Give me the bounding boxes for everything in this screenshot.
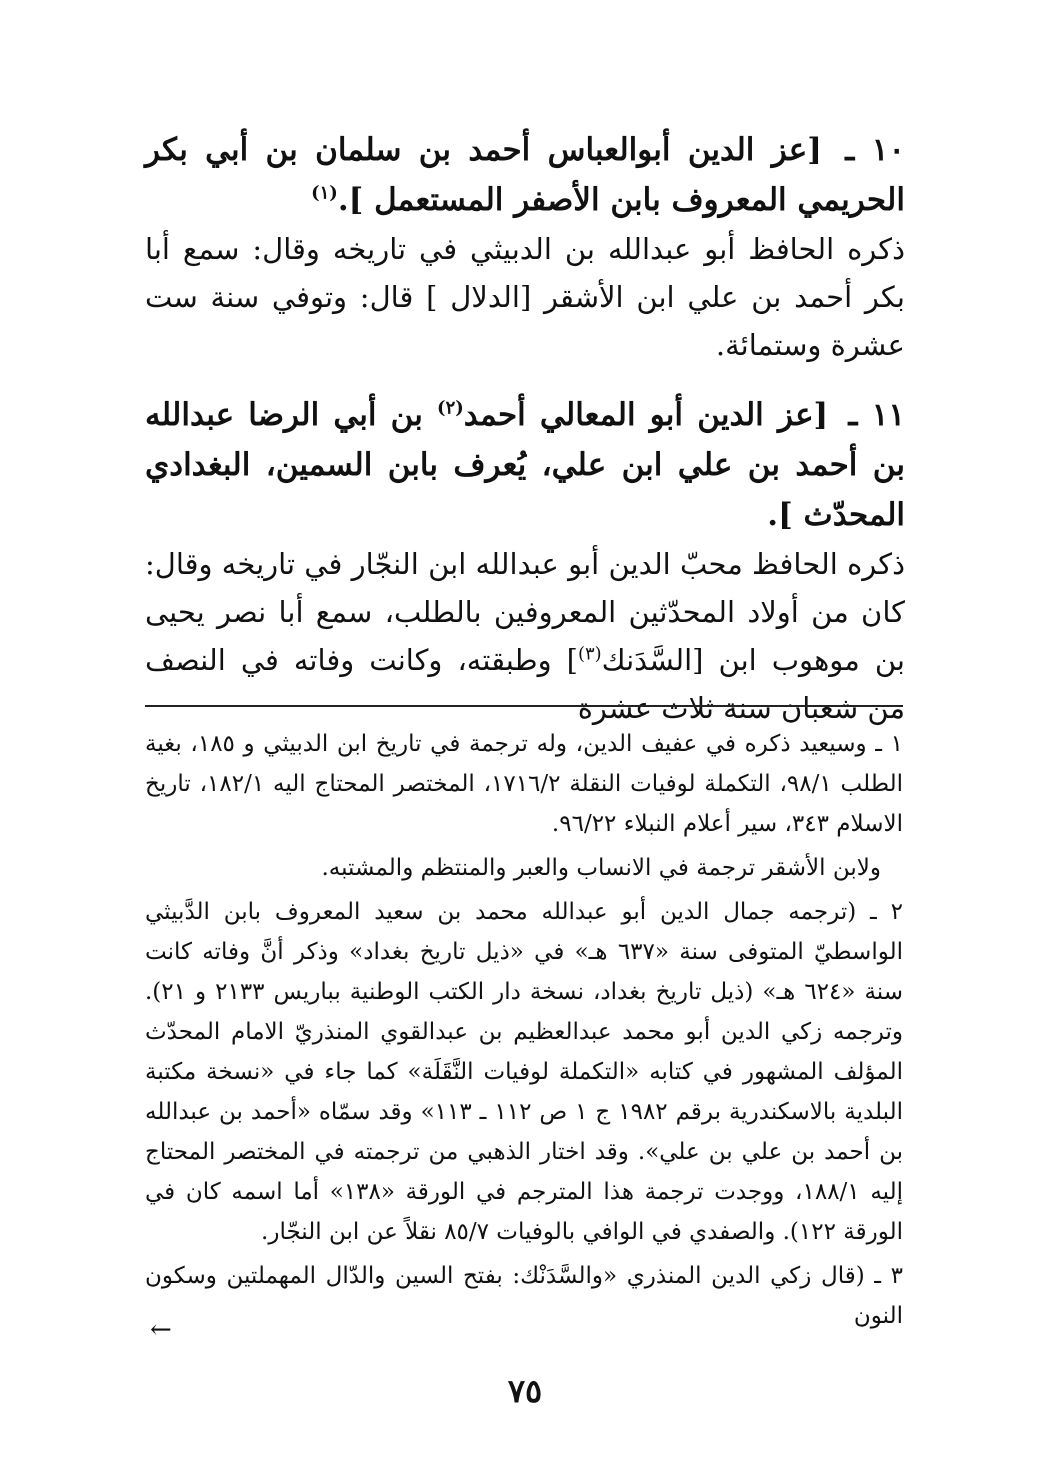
biography-entry-10 (145, 125, 905, 369)
footnote-ref[interactable]: (١) (311, 182, 338, 204)
footnote-2: ٢ ـ (ترجمه جمال الدين أبو عبدالله محمد بن سعيد المعروف بابن الدَّبيثي الواسطيّ المتوفى سنة «٦٣٧ هـ» في «ذيل تاريخ بغداد» وذكر أنَّ وفاته كانت سنة «٦٢٤ هـ» (ذيل تاريخ بغداد، نسخة دار الكتب الوطنية بباريس ٢١٣٣ و ٢١). وترجمه زكي الدين أبو محمد عبدالعظيم بن عبدالقوي المنذريّ الامام المحدّث المؤلف المشهور في كتابه «التكملة لوفيات النَّقَلَة» كما جاء في «نسخة مكتبة البلدية بالاسكندرية برقم ١٩٨٢ ج ١ ص ١١٢ ـ ١١٣» وقد سمّاه «أحمد بن عبدالله بن أحمد بن علي بن علي». وقد اختار الذهبي من ترجمته في المختصر المحتاج إليه ١٨٨/١، ووجدت ترجمة هذا المترجم في الورقة «١٣٨» أما اسمه كان في الورقة ١٢٢). والصفدي في الوافي بالوفيات ٨٥/٧ نقلاً عن ابن النجّار. (145, 899, 904, 1245)
footnote-1-note: ولابن الأشقر ترجمة في الانساب والعبر والمنتظم والمشتبه. (321, 855, 881, 881)
footnote-1: ١ ـ وسيعيد ذكره في عفيف الدين، وله ترجمة في تاريخ ابن الدبيثي و ١٨٥، بغية الطلب ٩٨/١، التكملة لوفيات النقلة ١٧١٦/٢، المختصر المحتاج اليه ١٨٢/١، تاريخ الاسلام ٣٤٣، سير أعلام النبلاء ٩٦/٢٢. (145, 731, 904, 837)
continuation-arrow-icon: ← (150, 1315, 172, 1345)
entry-text-part1: ذكره الحافظ محبّ الدين أبو عبدالله ابن النجّار في تاريخه وقال: كان من أولاد المحدّثين المعروفين بالطلب، سمع أبا نصر يحيى بن موهوب ابن [السَّدَنك (145, 547, 905, 677)
entry-title-part1: [عز الدين أبو المعالي أحمد (463, 397, 829, 433)
entry-title: [عز الدين أبوالعباس أحمد بن سلمان بن أبي بكر الحريمي المعروف بابن الأصفر المستعمل ]. (145, 132, 905, 218)
biography-entry-11 (145, 390, 905, 732)
entry-title-part2: بن أبي الرضا عبدالله بن أحمد بن علي ابن علي، يُعرف بابن السمين، البغدادي المحدّث ]. (145, 397, 905, 533)
footnote-divider (145, 705, 903, 707)
entry-number: ١١ ـ (848, 397, 905, 433)
entry-number: ١٠ ـ (845, 132, 906, 168)
footnote-3: ٣ ـ (قال زكي الدين المنذري «والسَّدَنْك: بفتح السين والدّال المهملتين وسكون النون (145, 1263, 903, 1329)
entry-heading (145, 390, 905, 540)
entry-text: ذكره الحافظ أبو عبدالله بن الدبيثي في تاريخه وقال: سمع أبا بكر أحمد بن علي ابن الأشقر [الدلال ] قال: وتوفي سنة ست عشرة وستمائة. (145, 232, 905, 362)
entry-text-part2: ] وطبقته، وكانت وفاته في النصف من شعبان سنة ثلاث عشرة (145, 643, 905, 725)
entry-heading (145, 125, 905, 225)
footnote-ref[interactable]: (٣) (577, 643, 602, 665)
footnote-ref[interactable]: (٢) (437, 397, 464, 419)
page-number: ٧٥ (507, 1372, 543, 1410)
entry-text (145, 540, 905, 732)
footnotes-section (145, 724, 903, 1336)
